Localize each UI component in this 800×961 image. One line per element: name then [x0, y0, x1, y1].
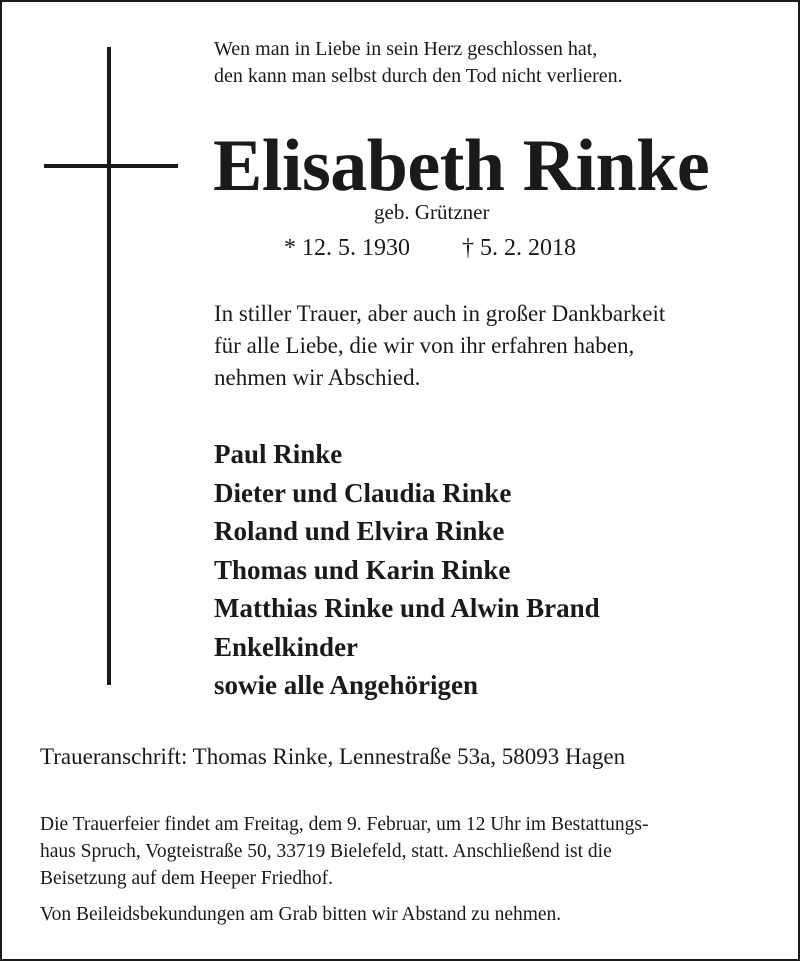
funeral-info	[40, 811, 763, 892]
maiden-name: geb. Grützner	[374, 200, 490, 224]
death-date: † 5. 2. 2018	[462, 235, 576, 261]
mourner-item: Thomas und Karin Rinke	[214, 554, 511, 585]
mourning-line: nehmen wir Abschied.	[214, 365, 421, 390]
mourner-item: Enkelkinder	[214, 631, 359, 662]
mourning-text	[214, 298, 762, 394]
motto-line: Wen man in Liebe in sein Herz geschlossen hat,	[214, 38, 598, 60]
condolence-note: Von Beileidsbekundungen am Grab bitten wir Abstand zu nehmen.	[40, 904, 562, 925]
cross-horizontal-bar	[44, 164, 178, 168]
mourners-list	[214, 435, 600, 705]
birth-date: * 12. 5. 1930	[284, 235, 410, 261]
mourning-line: für alle Liebe, die wir von ihr erfahren haben,	[214, 333, 635, 358]
cross-vertical-bar	[107, 47, 111, 685]
funeral-info-line: Beisetzung auf dem Heeper Friedhof.	[40, 868, 333, 889]
funeral-info-line: haus Spruch, Vogteistraße 50, 33719 Bielefeld, statt. Anschließend ist die	[40, 841, 612, 862]
life-dates	[284, 233, 576, 263]
deceased-name: Elisabeth Rinke	[213, 125, 710, 207]
funeral-info-line: Die Trauerfeier findet am Freitag, dem 9. Februar, um 12 Uhr im Bestattungs-	[40, 814, 649, 835]
mourner-item: sowie alle Angehörigen	[214, 670, 478, 700]
mourner-item: Dieter und Claudia Rinke	[214, 477, 512, 508]
mourning-line: In stiller Trauer, aber auch in großer Dankbarkeit	[214, 301, 666, 326]
motto-line: den kann man selbst durch den Tod nicht verlieren.	[214, 65, 623, 87]
mourner-item: Paul Rinke	[214, 439, 343, 469]
mourner-item: Matthias Rinke und Alwin Brand	[214, 593, 600, 623]
motto-quote	[214, 36, 623, 90]
mourning-address: Traueranschrift: Thomas Rinke, Lennestraße 53a, 58093 Hagen	[40, 744, 626, 769]
mourner-item: Roland und Elvira Rinke	[214, 516, 505, 546]
